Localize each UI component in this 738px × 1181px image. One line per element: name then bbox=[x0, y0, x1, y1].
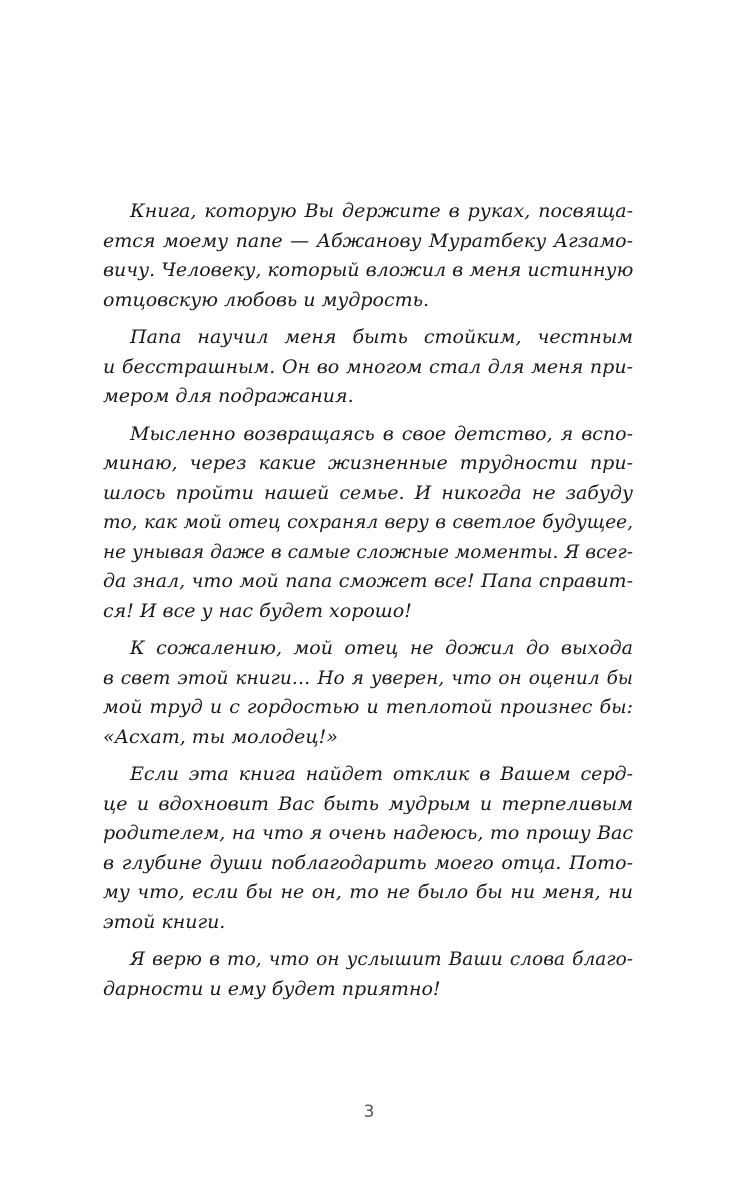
text-line: то, как мой отец сохранял веру в светлое будущее, bbox=[103, 512, 633, 533]
text-line: в глубине души поблагодарить моего отца. Пото- bbox=[103, 851, 633, 874]
text-line: не унывая даже в самые сложные моменты. Я всег- bbox=[103, 541, 633, 563]
text-line: К сожалению, мой отец не дожил до выхода bbox=[130, 637, 633, 659]
text-line: дарности и ему будет приятно! bbox=[103, 977, 441, 1000]
paragraph-2 bbox=[103, 323, 633, 412]
text-line: родителем, на что я очень надеюсь, то прошу Вас bbox=[103, 822, 633, 844]
page-number: 3 bbox=[363, 1102, 375, 1122]
text-line: да знал, что мой папа сможет все! Папа справит- bbox=[103, 570, 633, 592]
paragraph-1 bbox=[103, 197, 633, 315]
paragraph-6 bbox=[103, 945, 633, 1004]
text-line: этой книги. bbox=[103, 910, 226, 933]
text-line: мой труд и с гордостью и теплотой произнес бы: bbox=[103, 696, 633, 718]
dedication-text bbox=[103, 197, 633, 1012]
text-line: Папа научил меня быть стойким, честным bbox=[130, 326, 633, 348]
paragraph-4 bbox=[103, 634, 633, 752]
text-line: минаю, через какие жизненные трудности при- bbox=[103, 452, 633, 474]
text-line: отцовскую любовь и мудрость. bbox=[103, 288, 430, 311]
text-line: Если эта книга найдет отклик в Вашем серд- bbox=[130, 763, 633, 785]
text-line: в свет этой книги… Но я уверен, что он оценил бы bbox=[103, 667, 633, 689]
text-line: мером для подражания. bbox=[103, 385, 354, 407]
paragraph-5 bbox=[103, 760, 633, 937]
text-line: му что, если бы не он, то не было бы ни меня, ни bbox=[103, 881, 633, 903]
text-line: ся! И все у нас будет хорошо! bbox=[103, 599, 412, 622]
text-line: Я верю в то, что он услышит Ваши слова благо- bbox=[130, 949, 633, 970]
text-line: вичу. Человеку, который вложил в меня истинную bbox=[103, 259, 634, 281]
text-line: це и вдохновит Вас быть мудрым и терпеливым bbox=[103, 792, 633, 815]
text-line: «Асхат, ты молодец!» bbox=[103, 725, 338, 748]
text-line: шлось пройти нашей семье. И никогда не забуду bbox=[103, 481, 633, 504]
text-line: ется моему папе — Абжанову Муратбеку Агзамо- bbox=[103, 229, 633, 252]
text-line: и бесстрашным. Он во многом стал для меня при- bbox=[103, 355, 633, 378]
text-line: Книга, которую Вы держите в руках, посвяща- bbox=[130, 200, 633, 222]
paragraph-3 bbox=[103, 420, 633, 627]
text-line: Мысленно возвращаясь в свое детство, я вспо- bbox=[130, 422, 633, 445]
